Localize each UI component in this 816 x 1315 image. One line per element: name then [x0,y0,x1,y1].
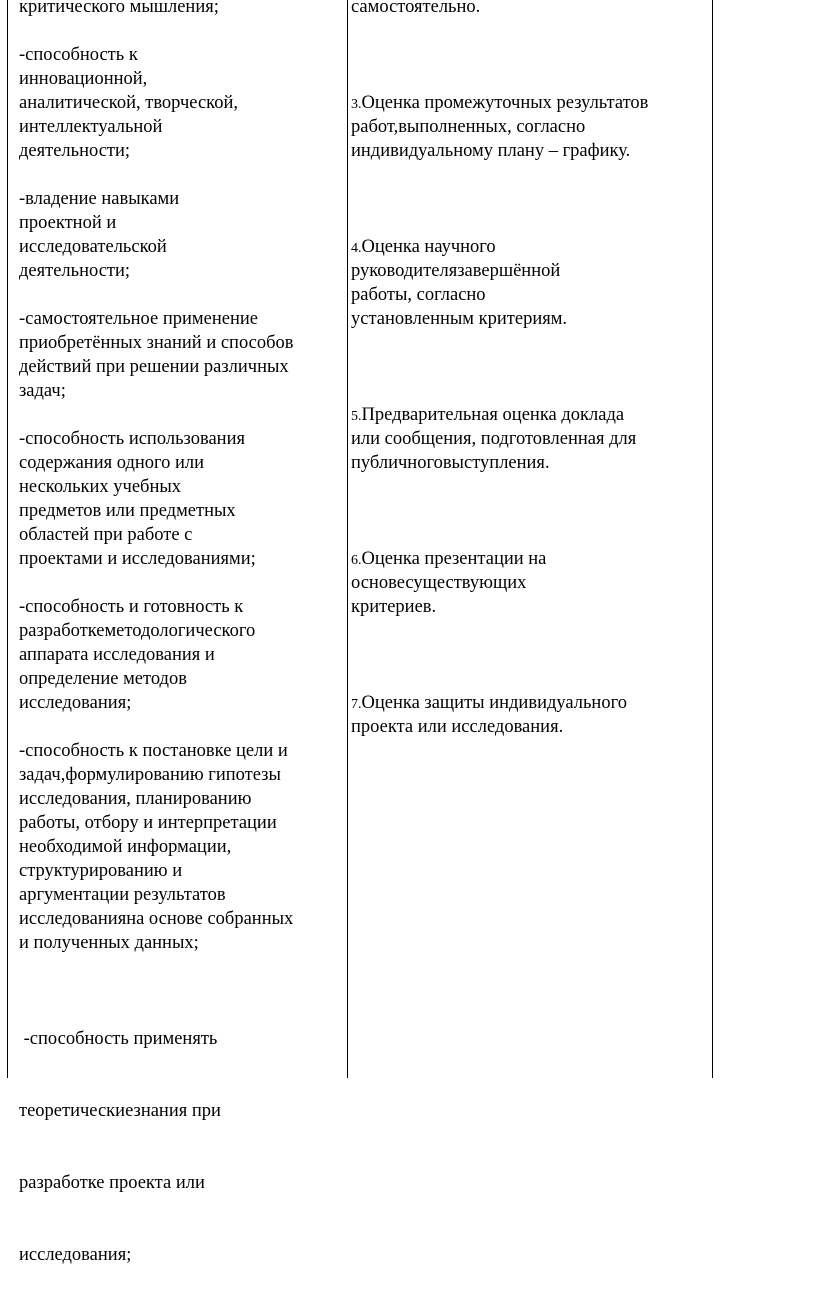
text-line: исследованияна основе собранных [19,909,294,929]
text-line: приобретённых знаний и способов [19,333,294,353]
text-line: индивидуальному плану – графику. [351,141,631,161]
text-line: содержания одного или [19,453,205,473]
text-line: -способность к постановке цели и [19,741,288,761]
text-line: деятельности; [19,261,131,281]
column-divider [347,0,348,1078]
assessment-intro [351,0,480,19]
item-text: Оценка презентации на [361,549,547,569]
item-number: 5. [351,409,362,424]
criteria-table [7,0,713,1265]
text-line: задач,формулированию гипотезы [19,765,281,785]
text-line: руководителязавершённой [351,261,561,281]
text-line: установленным критериям. [351,309,568,329]
text-line: -самостоятельное применение [19,309,258,329]
text-line: публичноговыступления. [351,453,550,473]
text-line: исследовательской [19,237,167,257]
text-line: исследования; [19,1245,132,1265]
text-line [351,547,546,571]
assessment-item [351,691,627,739]
text-line: областей при работе с [19,525,193,545]
text-line: определение методов [19,669,187,689]
text-line: -способность применять [19,1029,218,1049]
text-line: разработке проекта или [19,1173,205,1193]
competency-item [19,739,293,955]
text-line [351,403,636,427]
competency-item [19,0,219,19]
text-line: аппарата исследования и [19,645,215,665]
text-line: -владение навыками [19,189,180,209]
text-line: интеллектуальной [19,117,163,137]
text-line: разработкеметодологического [19,621,256,641]
item-number: 3. [351,97,362,112]
text-line [351,691,627,715]
assessment-item [351,235,567,331]
item-number: 6. [351,553,362,568]
text-line: исследования; [19,693,132,713]
text-line: задач; [19,381,66,401]
competency-item [19,427,256,571]
text-line: и полученных данных; [19,933,199,953]
text-line: необходимой информации, [19,837,232,857]
item-text: Оценка научного [361,237,496,257]
text-line: действий при решении различных [19,357,289,377]
assessment-item [351,547,546,619]
text-line: аналитической, творческой, [19,93,238,113]
text-line: работ,выполненных, согласно [351,117,586,137]
text-line: основесуществующих [351,573,527,593]
competency-item [19,595,255,715]
text-line: деятельности; [19,141,131,161]
text-line: -способность использования [19,429,245,449]
text-line: проектной и [19,213,117,233]
competency-item [19,187,179,283]
text-line: предметов или предметных [19,501,236,521]
text-line [351,91,648,115]
item-text: Предварительная оценка доклада [361,405,625,425]
text-line: критического мышления; [19,0,219,17]
competency-item [19,43,238,163]
text-line: проектами и исследованиями; [19,549,256,569]
item-number: 4. [351,241,362,256]
assessment-item [351,91,648,163]
text-line: инновационной, [19,69,148,89]
text-line [351,235,567,259]
text-line: -способность к [19,45,138,65]
text-line: теоретическиезнания при [19,1101,221,1121]
text-line: проекта или исследования. [351,717,564,737]
text-line: или сообщения, подготовленная для [351,429,637,449]
item-number: 7. [351,697,362,712]
assessment-item [351,403,636,475]
item-text: Оценка защиты индивидуального [361,693,627,713]
text-line: самостоятельно. [351,0,481,17]
text-line: нескольких учебных [19,477,182,497]
text-line: структурированию и [19,861,183,881]
text-line: аргументации результатов [19,885,226,905]
text-line: критериев. [351,597,437,617]
text-line: исследования, планированию [19,789,252,809]
text-line: работы, отбору и интерпретации [19,813,277,833]
competency-item [19,307,294,403]
text-line: работы, согласно [351,285,486,305]
item-text: Оценка промежуточных результатов [361,93,649,113]
competency-item [19,979,221,1315]
text-line: -способность и готовность к [19,597,244,617]
